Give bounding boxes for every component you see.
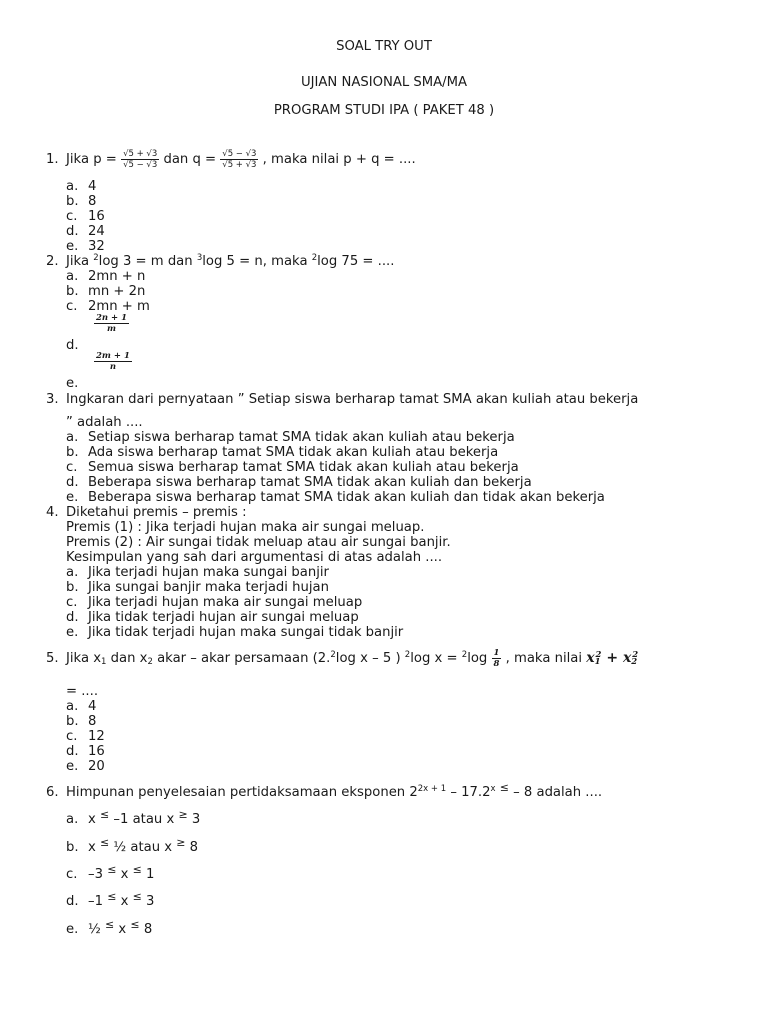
- q4-option-d: d. Jika tidak terjadi hujan air sungai meluap: [66, 610, 359, 625]
- header-title: SOAL TRY OUT: [336, 39, 432, 54]
- q5-option-b: b. 8: [66, 714, 97, 729]
- question-5: 5. Jika $x_1$ dan $x_2$ akar – akar persamaan (2.$^2$log x – 5 ) $^2$log x = $^2$log $\frac{1}{8}$ , maka nilai $x_1^2 + x_2^2$: [46, 647, 639, 669]
- question-4: 4. Diketahui premis – premis :: [46, 505, 247, 520]
- q2-option-e: e.: [66, 376, 79, 391]
- fraction-2m-plus-1-over-n: $\frac{2m + 1}{n}$: [96, 351, 130, 372]
- fraction-q: $\frac{√5 - √3}{√5 + √3}$: [222, 148, 257, 170]
- q4-option-e: e. Jika tidak terjadi hujan maka sungai tidak banjir: [66, 625, 404, 640]
- q2-option-b: b. mn + 2n: [66, 284, 146, 299]
- question-6: 6. Himpunan penyelesaian pertidaksamaan eksponen $2^{2x + 1} - 17.2^x$ ≤ – 8 adalah ....: [46, 781, 603, 800]
- q6-option-a: a. x ≤ –1 atau x ≥ 3: [66, 808, 201, 827]
- q4-option-a: a. Jika terjadi hujan maka sungai banjir: [66, 565, 329, 580]
- fraction-1-over-8: $\frac{1}{8}$: [493, 647, 500, 669]
- fraction-2n-plus-1-over-m: $\frac{2n + 1}{m}$: [96, 313, 128, 334]
- sum-of-squares-expression: $x_1^2 + x_2^2$: [586, 650, 639, 667]
- q4-option-b: b. Jika sungai banjir maka terjadi hujan: [66, 580, 329, 595]
- q4-option-c: c. Jika terjadi hujan maka air sungai meluap: [66, 595, 363, 610]
- fraction-p: $\frac{√5 + √3}{√5 - √3}$: [123, 148, 158, 170]
- q2-option-d: d.: [66, 338, 79, 353]
- question-3-cont: ” adalah ....: [66, 415, 143, 430]
- q1-option-b: b. 8: [66, 194, 97, 209]
- question-number: 1.: [46, 152, 59, 167]
- q1-option-c: c. 16: [66, 209, 105, 224]
- q3-option-b: b. Ada siswa berharap tamat SMA tidak akan kuliah atau bekerja: [66, 445, 499, 460]
- q2-option-e-fraction: [94, 351, 132, 372]
- q2-option-a: a. 2mn + n: [66, 269, 146, 284]
- q6-option-d: d. –1 ≤ x ≤ 3: [66, 890, 155, 909]
- header-program: PROGRAM STUDI IPA ( PAKET 48 ): [273, 103, 495, 118]
- q5-option-a: a. 4: [66, 699, 97, 714]
- q3-option-d: d. Beberapa siswa berharap tamat SMA tidak akan kuliah dan bekerja: [66, 475, 532, 490]
- q3-option-e: e. Beberapa siswa berharap tamat SMA tidak akan kuliah dan tidak akan bekerja: [66, 490, 605, 505]
- q2-option-c: c. 2mn + m: [66, 299, 150, 314]
- premise-2: Premis (2) : Air sungai tidak meluap atau air sungai banjir.: [66, 535, 451, 550]
- premise-1: Premis (1) : Jika terjadi hujan maka air sungai meluap.: [66, 520, 425, 535]
- q5-option-c: c. 12: [66, 729, 105, 744]
- header-subtitle: UJIAN NASIONAL SMA/MA: [300, 75, 468, 90]
- q3-option-a: a. Setiap siswa berharap tamat SMA tidak akan kuliah atau bekerja: [66, 430, 515, 445]
- question-3: 3. Ingkaran dari pernyataan ” Setiap siswa berharap tamat SMA akan kuliah atau bekerja: [46, 392, 639, 407]
- q1-option-e: e. 32: [66, 239, 105, 254]
- q5-option-e: e. 20: [66, 759, 105, 774]
- question-2: 2. Jika $^2$log 3 = m dan $^3$log 5 = n, maka $^2$log 75 = ....: [46, 253, 395, 269]
- q3-option-c: c. Semua siswa berharap tamat SMA tidak akan kuliah atau bekerja: [66, 460, 519, 475]
- q6-option-e: e. ½ ≤ x ≤ 8: [66, 918, 153, 937]
- question-1: 1. Jika p = $\frac{√5 + √3}{√5 - √3}$ dan q = $\frac{√5 - √3}{√5 + √3}$ , maka nilai p + q = ....: [46, 148, 416, 172]
- q6-option-b: b. x ≤ ½ atau x ≥ 8: [66, 836, 199, 855]
- q6-option-c: c. –3 ≤ x ≤ 1: [66, 863, 155, 882]
- question-number: 2.: [46, 254, 59, 269]
- question-5-cont: = ....: [66, 684, 99, 699]
- q1-option-a: a. 4: [66, 179, 97, 194]
- q1-option-d: d. 24: [66, 224, 105, 239]
- conclusion-prompt: Kesimpulan yang sah dari argumentasi di atas adalah ....: [66, 550, 443, 565]
- q5-option-d: d. 16: [66, 744, 105, 759]
- q2-option-d-fraction: [94, 313, 129, 334]
